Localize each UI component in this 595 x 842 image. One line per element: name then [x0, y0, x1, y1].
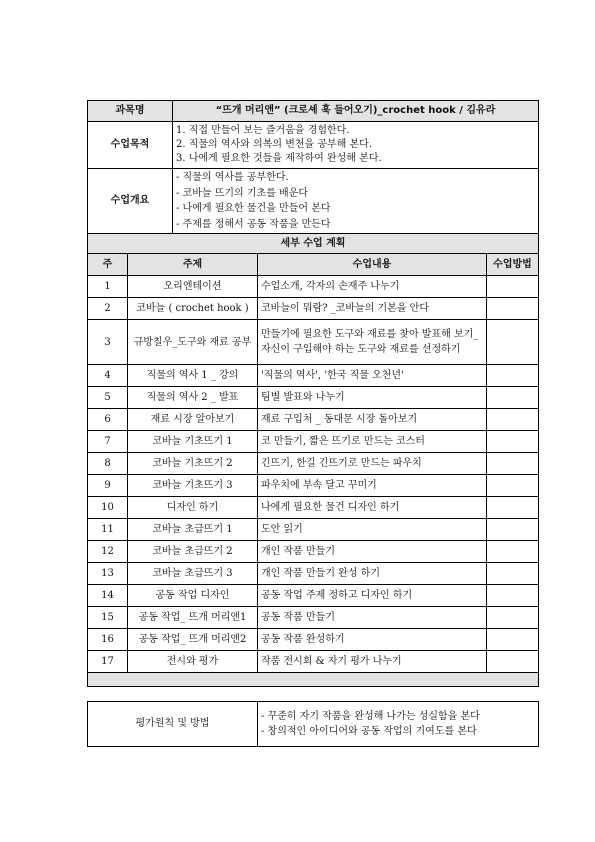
- plan-row: [88, 453, 539, 475]
- content-cell: 도안 읽기: [258, 519, 487, 541]
- plan-row: [88, 651, 539, 673]
- plan-row: [88, 563, 539, 585]
- topic-cell: 직물의 역사 1 _ 강의: [128, 365, 258, 387]
- evaluation-line: - 창의적인 아이디어와 공동 작업의 기여도를 본다: [261, 726, 477, 737]
- course-name-row: [88, 101, 539, 122]
- plan-row: [88, 431, 539, 453]
- method-cell: [487, 651, 539, 673]
- content-cell: 작품 전시회 & 자기 평가 나누기: [258, 651, 487, 673]
- plan-row: [88, 629, 539, 651]
- overview-line: - 직물의 역사를 공부한다.: [176, 172, 289, 183]
- evaluation-label: 평가원칙 및 방법: [88, 702, 258, 747]
- topic-cell: 재료 시장 알아보기: [128, 409, 258, 431]
- week-cell: 5: [88, 387, 128, 409]
- evaluation-line: - 꾸준히 자기 작품을 완성해 나가는 성실함을 본다: [261, 711, 480, 722]
- plan-spacer-row: [88, 673, 539, 687]
- method-cell: [487, 276, 539, 298]
- week-cell: 7: [88, 431, 128, 453]
- topic-cell: 오리엔테이션: [128, 276, 258, 298]
- content-cell: 코 만들기, 짧은 뜨기로 만드는 코스터: [258, 431, 487, 453]
- plan-row: [88, 607, 539, 629]
- method-cell: [487, 563, 539, 585]
- overview-line: - 주제를 정해서 공동 작품을 만든다: [176, 218, 331, 230]
- week-cell: 16: [88, 629, 128, 651]
- week-cell: 6: [88, 409, 128, 431]
- plan-row: [88, 541, 539, 563]
- purpose-line: 3. 나에게 필요한 것들을 제작하여 완성해 본다.: [176, 153, 382, 164]
- method-cell: [487, 409, 539, 431]
- plan-row: [88, 276, 539, 298]
- plan-title: 세부 수업 계획: [88, 234, 539, 254]
- header-topic: 주제: [128, 254, 258, 276]
- method-cell: [487, 298, 539, 320]
- purpose-line: 2. 직물의 역사와 의복의 변천을 공부해 본다.: [176, 139, 373, 150]
- method-cell: [487, 387, 539, 409]
- week-cell: 9: [88, 475, 128, 497]
- content-cell: 만들기에 필요한 도구와 재료를 찾아 발표해 보기_자신이 구입해야 하는 도구와 재료를 선정하기: [258, 320, 487, 365]
- plan-row: [88, 298, 539, 320]
- method-cell: [487, 453, 539, 475]
- overview-line: - 나에게 필요한 물건을 만들어 본다: [176, 203, 331, 214]
- content-cell: 수업소개, 각자의 손재주 나누기: [258, 276, 487, 298]
- week-cell: 15: [88, 607, 128, 629]
- plan-title-row: [88, 234, 539, 254]
- method-cell: [487, 541, 539, 563]
- evaluation-content: [258, 702, 539, 747]
- plan-row: [88, 497, 539, 519]
- method-cell: [487, 519, 539, 541]
- week-cell: 17: [88, 651, 128, 673]
- plan-row: [88, 387, 539, 409]
- week-cell: 2: [88, 298, 128, 320]
- week-cell: 1: [88, 276, 128, 298]
- topic-cell: 공동 작업_ 뜨개 머리앤2: [128, 629, 258, 651]
- topic-cell: 코바늘 초급뜨기 3: [128, 563, 258, 585]
- week-cell: 4: [88, 365, 128, 387]
- method-cell: [487, 431, 539, 453]
- topic-cell: 코바늘 기초뜨기 3: [128, 475, 258, 497]
- plan-row: [88, 409, 539, 431]
- content-cell: 공동 작품 완성하기: [258, 629, 487, 651]
- method-cell: [487, 320, 539, 365]
- overview-line: - 코바늘 뜨기의 기초를 배운다: [176, 187, 309, 199]
- plan-row: [88, 475, 539, 497]
- method-cell: [487, 475, 539, 497]
- plan-spacer: [88, 673, 539, 687]
- topic-cell: 코바늘 기초뜨기 2: [128, 453, 258, 475]
- header-method: 수업방법: [487, 254, 539, 276]
- course-info-table: [87, 100, 539, 234]
- content-cell: 개인 작품 만들기: [258, 541, 487, 563]
- header-content: 수업내용: [258, 254, 487, 276]
- content-cell: 공동 작업 주제 정하고 디자인 하기: [258, 585, 487, 607]
- content-cell: 개인 작품 만들기 완성 하기: [258, 563, 487, 585]
- week-cell: 13: [88, 563, 128, 585]
- topic-cell: 코바늘 ( crochet hook ): [128, 298, 258, 320]
- content-cell: 코바늘이 뭐람? _코바늘의 기본을 안다: [258, 298, 487, 320]
- topic-cell: 코바늘 초급뜨기 1: [128, 519, 258, 541]
- purpose-label: 수업목적: [88, 122, 173, 169]
- week-cell: 10: [88, 497, 128, 519]
- week-cell: 3: [88, 320, 128, 365]
- plan-rows: [88, 276, 539, 673]
- evaluation-row: [88, 702, 539, 747]
- content-cell: 공동 작품 만들기: [258, 607, 487, 629]
- content-cell: 팀별 발표와 나누기: [258, 387, 487, 409]
- overview-content: [173, 169, 539, 234]
- course-name-value: “뜨개 머리앤” (크로셰 훅 들어오기)_crochet hook / 김유라: [173, 101, 539, 122]
- method-cell: [487, 497, 539, 519]
- content-cell: '직물의 역사', '한국 직물 오천년': [258, 365, 487, 387]
- plan-row: [88, 519, 539, 541]
- week-cell: 12: [88, 541, 128, 563]
- topic-cell: 직물의 역사 2 _ 발표: [128, 387, 258, 409]
- method-cell: [487, 585, 539, 607]
- evaluation-table: [87, 701, 539, 747]
- content-cell: 긴뜨기, 한길 긴뜨기로 만드는 파우치: [258, 453, 487, 475]
- plan-row: [88, 585, 539, 607]
- purpose-line: 1. 직접 만들어 보는 즐거움을 경험한다.: [176, 125, 350, 136]
- topic-cell: 전시와 평가: [128, 651, 258, 673]
- plan-header-row: [88, 254, 539, 276]
- method-cell: [487, 629, 539, 651]
- overview-label: 수업개요: [88, 169, 173, 234]
- plan-row: [88, 320, 539, 365]
- topic-cell: 코바늘 초급뜨기 2: [128, 541, 258, 563]
- content-cell: 파우치에 부속 달고 꾸미기: [258, 475, 487, 497]
- lesson-plan-table: [87, 233, 539, 687]
- course-name-label: 과목명: [88, 101, 173, 122]
- overview-row: [88, 169, 539, 234]
- content-cell: 재료 구입처 _ 동대문 시장 돌아보기: [258, 409, 487, 431]
- week-cell: 14: [88, 585, 128, 607]
- topic-cell: 공동 작업_ 뜨개 머리앤1: [128, 607, 258, 629]
- topic-cell: 코바늘 기초뜨기 1: [128, 431, 258, 453]
- topic-cell: 공동 작업 디자인: [128, 585, 258, 607]
- purpose-content: [173, 122, 539, 169]
- topic-cell: 디자인 하기: [128, 497, 258, 519]
- topic-cell: 규방칠우_도구와 재료 공부: [128, 320, 258, 365]
- method-cell: [487, 607, 539, 629]
- plan-row: [88, 365, 539, 387]
- header-week: 주: [88, 254, 128, 276]
- week-cell: 8: [88, 453, 128, 475]
- content-cell: 나에게 필요한 물건 디자인 하기: [258, 497, 487, 519]
- purpose-row: [88, 122, 539, 169]
- method-cell: [487, 365, 539, 387]
- week-cell: 11: [88, 519, 128, 541]
